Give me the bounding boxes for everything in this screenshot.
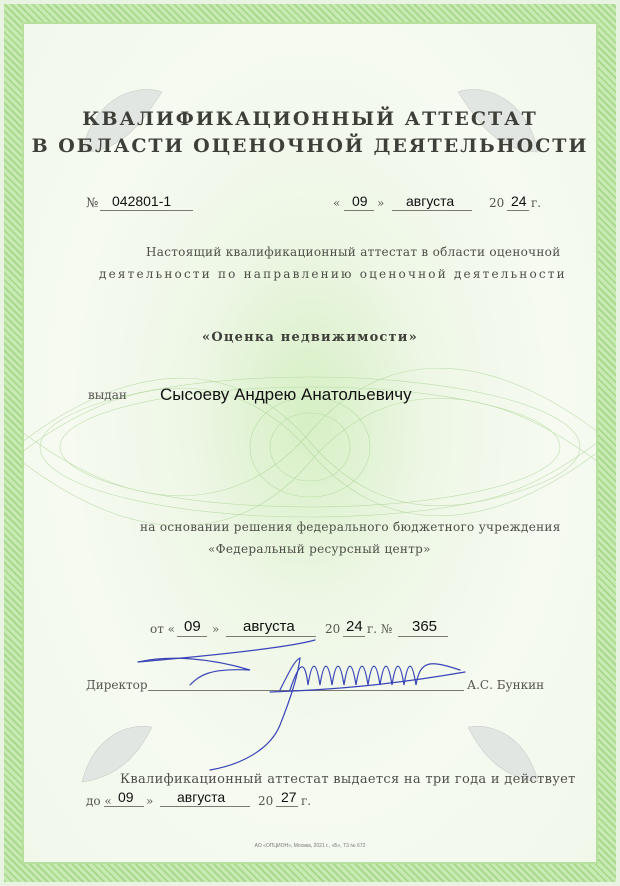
decision-number: 365 [412, 618, 438, 635]
date-month: августа [406, 193, 455, 209]
intro-line-2: деятельности по направлению оценочной деятельности [99, 267, 567, 281]
issued-label: выдан [88, 388, 127, 402]
certificate-number: 042801-1 [112, 193, 172, 209]
decision-year-prefix: 20 [325, 622, 341, 636]
number-prefix: № [86, 196, 99, 211]
evaluation-direction: «Оценка недвижимости» [202, 330, 418, 345]
intro-line-1: Настоящий квалификационный аттестат в области оценочной [146, 245, 561, 259]
holder-name: Сысоеву Андрею Анатольевичу [160, 385, 412, 404]
validity-month: августа [177, 789, 226, 805]
date-year: 24 [511, 193, 527, 209]
validity-line-1: Квалификационный аттестат выдается на три года и действует [120, 772, 576, 787]
decision-number-prefix: г. № [367, 622, 393, 636]
date-open-quote: « [333, 196, 341, 210]
validity-year: 27 [281, 789, 297, 805]
printer-imprint: АО «ОПЦИОН», Москва, 2021 г., «Б», Т3 № 672 [254, 843, 366, 849]
date-day: 09 [352, 193, 368, 209]
basis-line-1: на основании решения федерального бюджетного учреждения [140, 520, 561, 534]
date-close-quote: » [377, 196, 385, 210]
decision-day: 09 [184, 618, 201, 635]
director-signature [130, 630, 480, 775]
decision-month: августа [243, 618, 295, 635]
month-underline [392, 210, 472, 211]
year-suffix: г. [531, 196, 542, 210]
director-name: А.С. Бункин [467, 678, 545, 692]
validity-year-prefix: 20 [258, 794, 274, 808]
title-line-1: КВАЛИФИКАЦИОННЫЙ АТТЕСТАТ [82, 108, 538, 130]
decision-from: от « [150, 622, 176, 636]
director-label: Директор [86, 678, 148, 692]
number-underline [100, 210, 193, 211]
title-line-2: В ОБЛАСТИ ОЦЕНОЧНОЙ ДЕЯТЕЛЬНОСТИ [31, 135, 589, 157]
basis-line-2: «Федеральный ресурсный центр» [208, 542, 431, 556]
day-underline [344, 210, 374, 211]
validity-month-underline [160, 806, 250, 807]
validity-year-suffix: г. [301, 794, 312, 808]
decision-close-quote: » [212, 622, 220, 636]
year-prefix: 20 [489, 196, 505, 210]
validity-year-underline [276, 806, 298, 807]
decision-year: 24 [346, 618, 363, 635]
validity-day-underline [104, 806, 144, 807]
validity-day: 09 [118, 789, 134, 805]
validity-close-quote: » [146, 794, 154, 808]
validity-until: до « [86, 794, 112, 808]
year-underline [507, 210, 529, 211]
